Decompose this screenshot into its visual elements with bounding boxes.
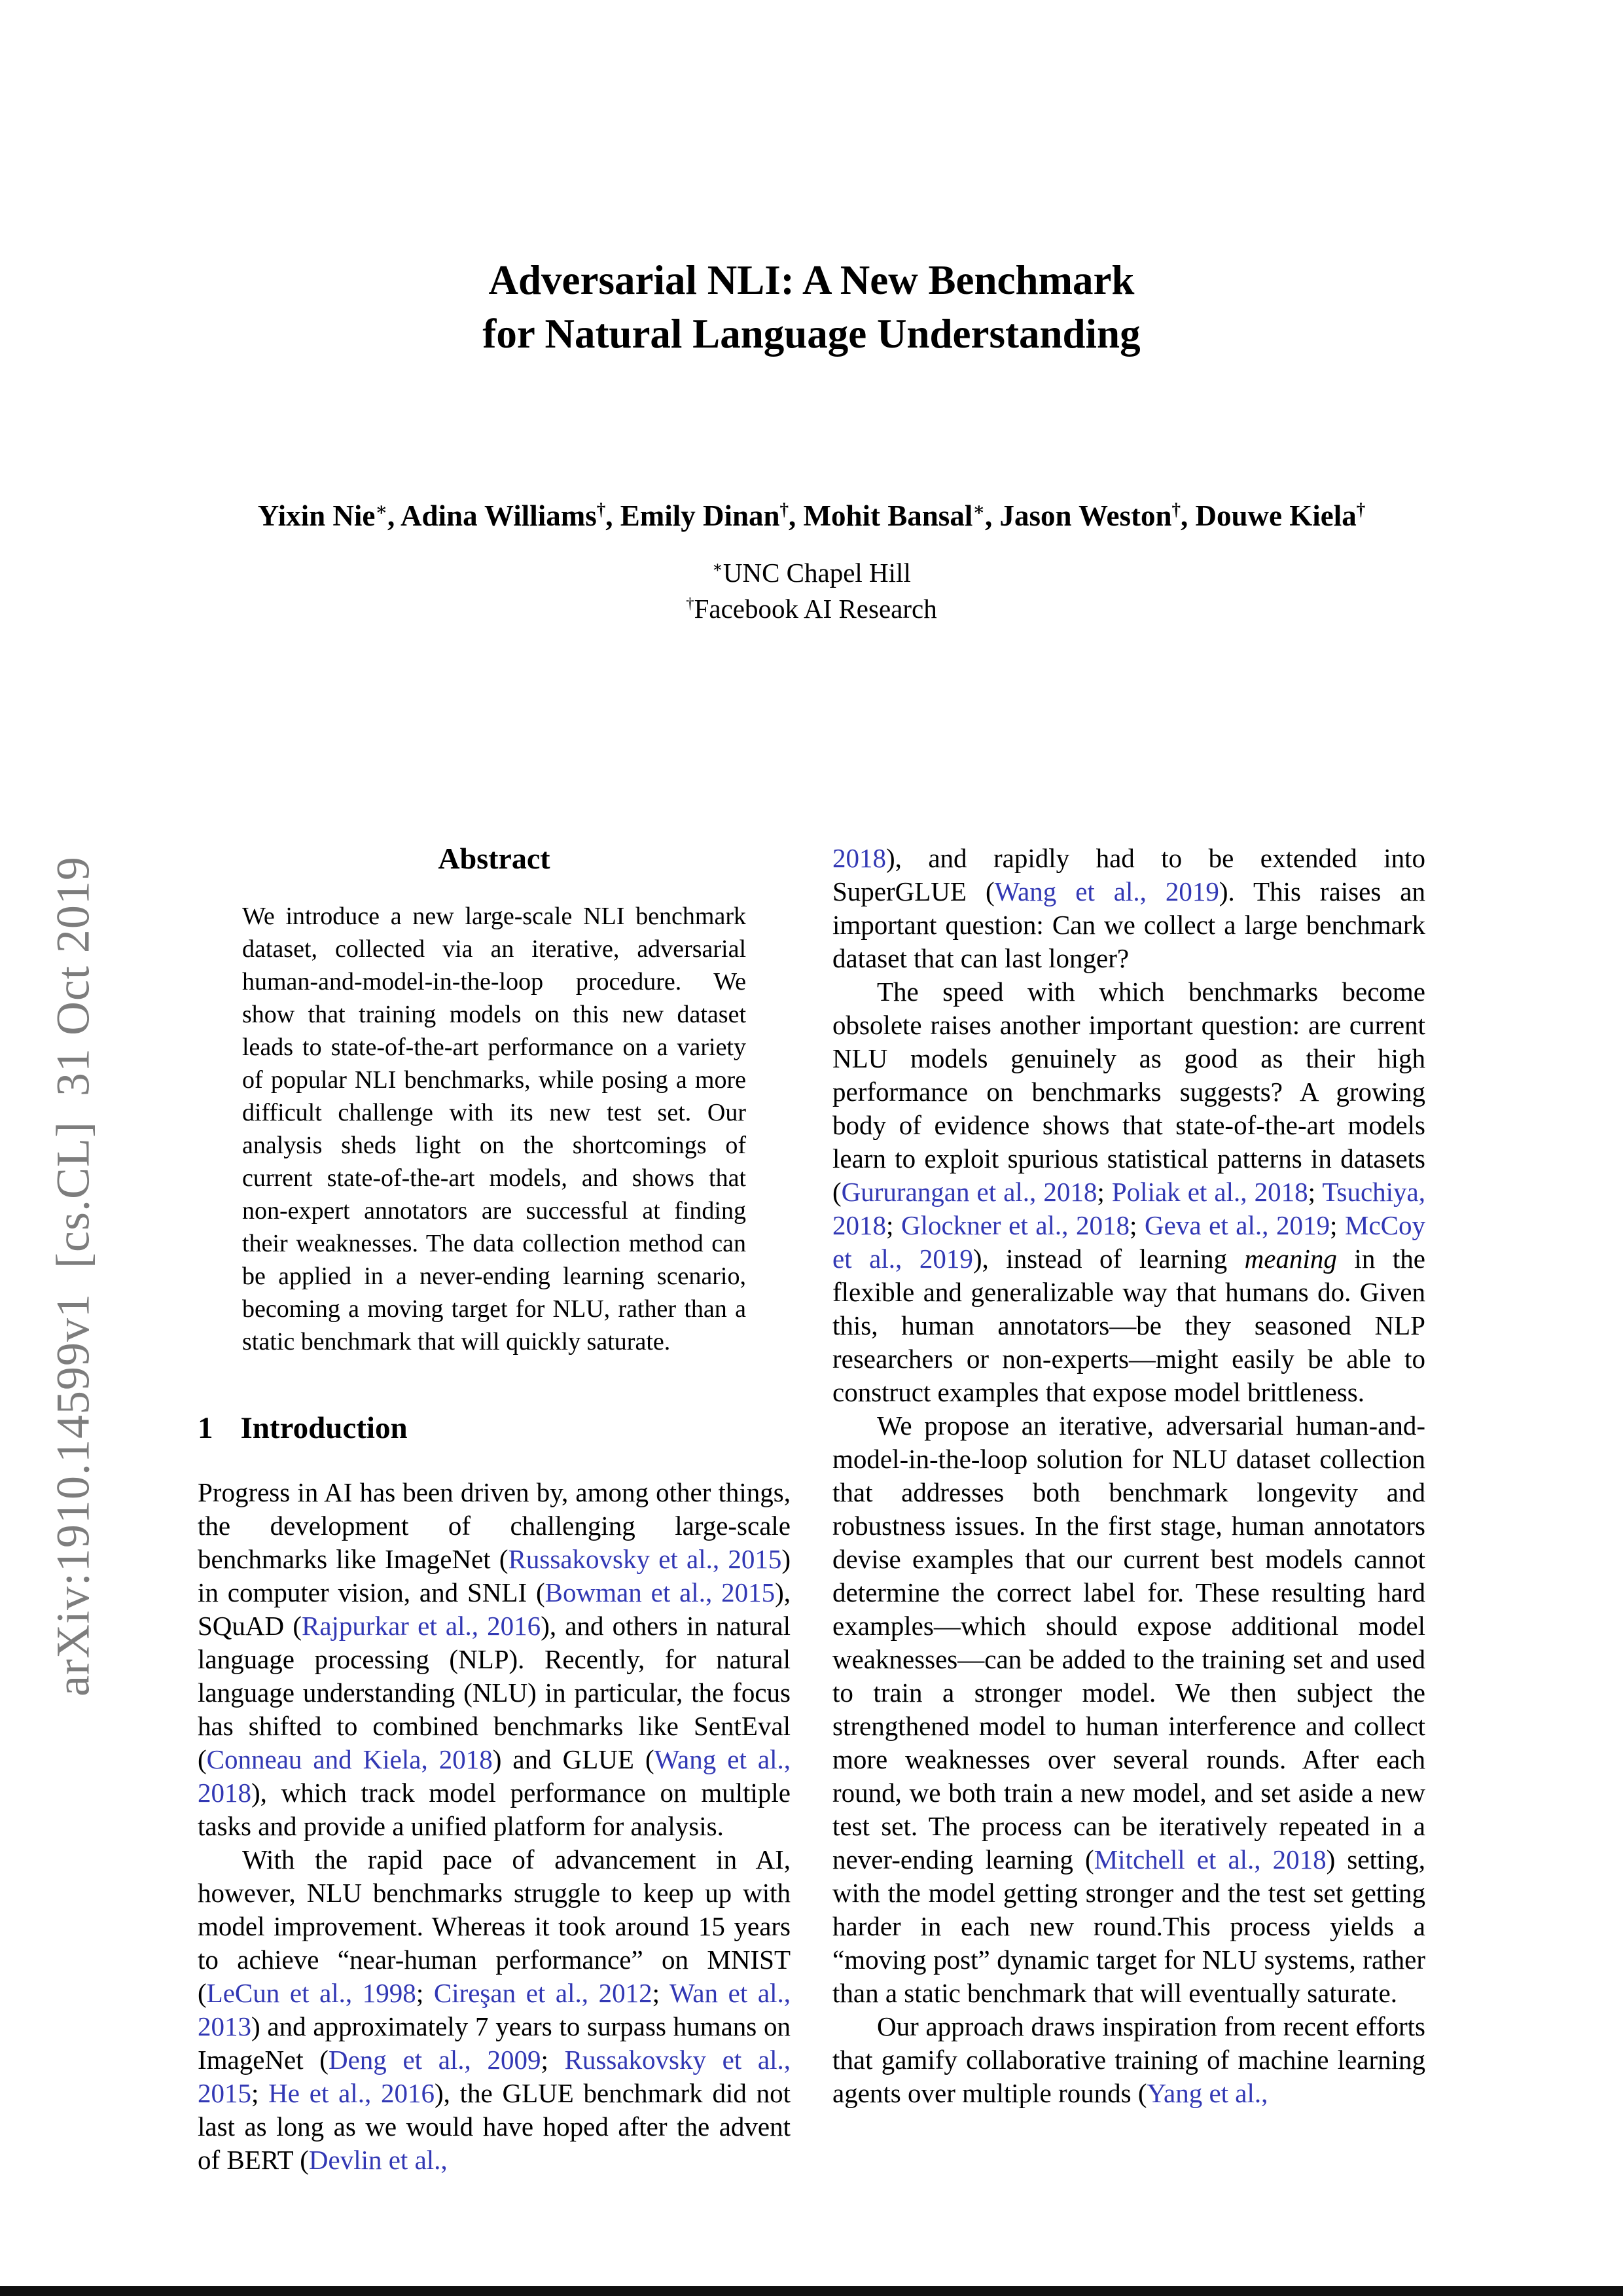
superscript-marker: † (686, 594, 694, 613)
page-bottom-edge (0, 2286, 1623, 2296)
paper-title-line2: for Natural Language Understanding (482, 310, 1141, 357)
citation-link[interactable]: Russakovsky et al., 2015 (198, 2045, 791, 2109)
paragraph: Progress in AI has been driven by, among other things, the development of challenging large-scale benchmarks like ImageNet (Russakovsky et al., 2015) in computer vision, and SNLI (Bowman et al., 2015), SQuAD (Rajpurkar et al., 2016), and others in natural language processing (NLP). Recently, for natural language understanding (NLU) in particular, the focus has shifted to combined benchmarks like SentEval (Conneau and Kiela, 2018) and GLUE (Wang et al., 2018), which track model performance on multiple tasks and provide a unified platform for analysis. (198, 1477, 791, 1842)
affiliation-fair: †Facebook AI Research (686, 594, 937, 624)
citation-link[interactable]: 2018 (832, 843, 886, 873)
citation-link[interactable]: Conneau and Kiela, 2018 (206, 1744, 493, 1775)
section-title: Introduction (240, 1411, 408, 1445)
citation-link[interactable]: Yang et al., (1147, 2078, 1268, 2108)
affiliation-unc: ∗UNC Chapel Hill (712, 558, 911, 588)
citation-link[interactable]: Wan et al., 2013 (198, 1978, 791, 2042)
superscript-marker: † (1171, 499, 1181, 519)
superscript-marker: ∗ (972, 499, 985, 519)
citation-link[interactable]: Geva et al., 2019 (1145, 1210, 1330, 1240)
superscript-marker: † (596, 499, 606, 519)
citation-link[interactable]: Wang et al., 2019 (994, 876, 1219, 906)
abstract-heading: Abstract (438, 842, 550, 875)
affiliations-block (0, 555, 1623, 628)
citation-link[interactable]: Glockner et al., 2018 (901, 1210, 1130, 1240)
section-number: 1 (198, 1411, 213, 1445)
section-heading-introduction (198, 1410, 791, 1446)
right-column (832, 842, 1425, 2110)
citation-link[interactable]: He et al., 2016 (268, 2078, 435, 2109)
citation-link[interactable]: McCoy et al., 2019 (832, 1210, 1425, 1274)
citation-link[interactable]: Wang et al., 2018 (198, 1744, 791, 1808)
citation-link[interactable]: Tsuchiya, 2018 (832, 1177, 1425, 1240)
superscript-marker: † (1356, 499, 1366, 519)
paragraph: The speed with which benchmarks become obsolete raises another important question: are current NLU models genuinely as good as their high performance on benchmarks suggests? A growing body of evidence shows that state-of-the-art models learn to exploit spurious statistical patterns in datasets (Gururangan et al., 2018; Poliak et al., 2018; Tsuchiya, 2018; Glockner et al., 2018; Geva et al., 2019; McCoy et al., 2019), instead of learning meaning in the flexible and generalizable way that humans do. Given this, human annotators—be they seasoned NLP researchers or non-experts—might easily be able to construct examples that expose model brittleness. (832, 977, 1425, 1407)
left-column (198, 842, 791, 2177)
superscript-marker: † (779, 499, 789, 519)
citation-link[interactable]: Gururangan et al., 2018 (841, 1177, 1097, 1207)
citation-link[interactable]: Poliak et al., 2018 (1111, 1177, 1308, 1207)
paragraph: 2018), and rapidly had to be extended into SuperGLUE (Wang et al., 2019). This raises an important question: Can we collect a large benchmark dataset that can last longer? (832, 843, 1425, 973)
citation-link[interactable]: LeCun et al., 1998 (206, 1978, 416, 2009)
paragraph: We propose an iterative, adversarial human-and-model-in-the-loop solution for NLU dataset collection that addresses both benchmark longevity and robustness issues. In the first stage, human annotators devise examples that our current best models cannot determine the correct label for. These resulting hard examples—which should expose additional model weaknesses—can be added to the training set and used to train a stronger model. We then subject the strengthened model to human interference and collect more weaknesses over several rounds. After each round, we both train a new model, and set aside a new test set. The process can be iteratively repeated in a never-ending learning (Mitchell et al., 2018) setting, with the model getting stronger and the test set getting harder in each new round.This process yields a “moving post” dynamic target for NLU systems, rather than a static benchmark that will eventually saturate. (832, 1410, 1426, 2008)
paper-title-line1: Adversarial NLI: A New Benchmark (488, 257, 1135, 303)
paragraph: With the rapid pace of advancement in AI, however, NLU benchmarks struggle to keep up with model improvement. Whereas it took around 15 years to achieve “near-human performance” on MNIST (LeCun et al., 1998; Cireşan et al., 2012; Wan et al., 2013) and approximately 7 years to surpass humans on ImageNet (Deng et al., 2009; Russakovsky et al., 2015; He et al., 2016), the GLUE benchmark did not last as long as we would have hoped after the advent of BERT (Devlin et al., (198, 1844, 791, 2176)
paper-title (0, 254, 1623, 361)
citation-link[interactable]: Russakovsky et al., 2015 (508, 1544, 782, 1575)
superscript-marker: ∗ (712, 558, 723, 577)
paragraph: Our approach draws inspiration from recent efforts that gamify collaborative training of machine learning agents over multiple rounds (Yang et al., (832, 2011, 1425, 2108)
citation-link[interactable]: Mitchell et al., 2018 (1094, 1844, 1327, 1874)
citation-link[interactable]: Rajpurkar et al., 2016 (301, 1611, 541, 1641)
citation-link[interactable]: Deng et al., 2009 (328, 2045, 541, 2075)
abstract-text: We introduce a new large-scale NLI benchmark dataset, collected via an iterative, adversarial human-and-model-in-the-loop procedure. We show that training models on this new dataset leads to state-of-the-art performance on a variety of popular NLI benchmarks, while posing a more difficult challenge with its new test set. Our analysis sheds light on the shortcomings of current state-of-the-art models, and shows that non-expert annotators are successful at finding their weaknesses. The data collection method can be applied in a never-ending learning scenario, becoming a moving target for NLU, rather than a static benchmark that will quickly saturate. (242, 903, 746, 1355)
authors-line: Yixin Nie∗, Adina Williams†, Emily Dinan†, Mohit Bansal∗, Jason Weston†, Douwe Kiela† (257, 499, 1366, 532)
citation-link[interactable]: Cireşan et al., 2012 (433, 1978, 652, 2009)
citation-link[interactable]: Bowman et al., 2015 (544, 1577, 776, 1608)
emphasis-text: meaning (1244, 1244, 1337, 1274)
superscript-marker: ∗ (375, 499, 388, 519)
arxiv-watermark: arXiv:1910.14599v1 [cs.CL] 31 Oct 2019 (46, 856, 99, 1696)
citation-link[interactable]: Devlin et al., (308, 2145, 448, 2176)
